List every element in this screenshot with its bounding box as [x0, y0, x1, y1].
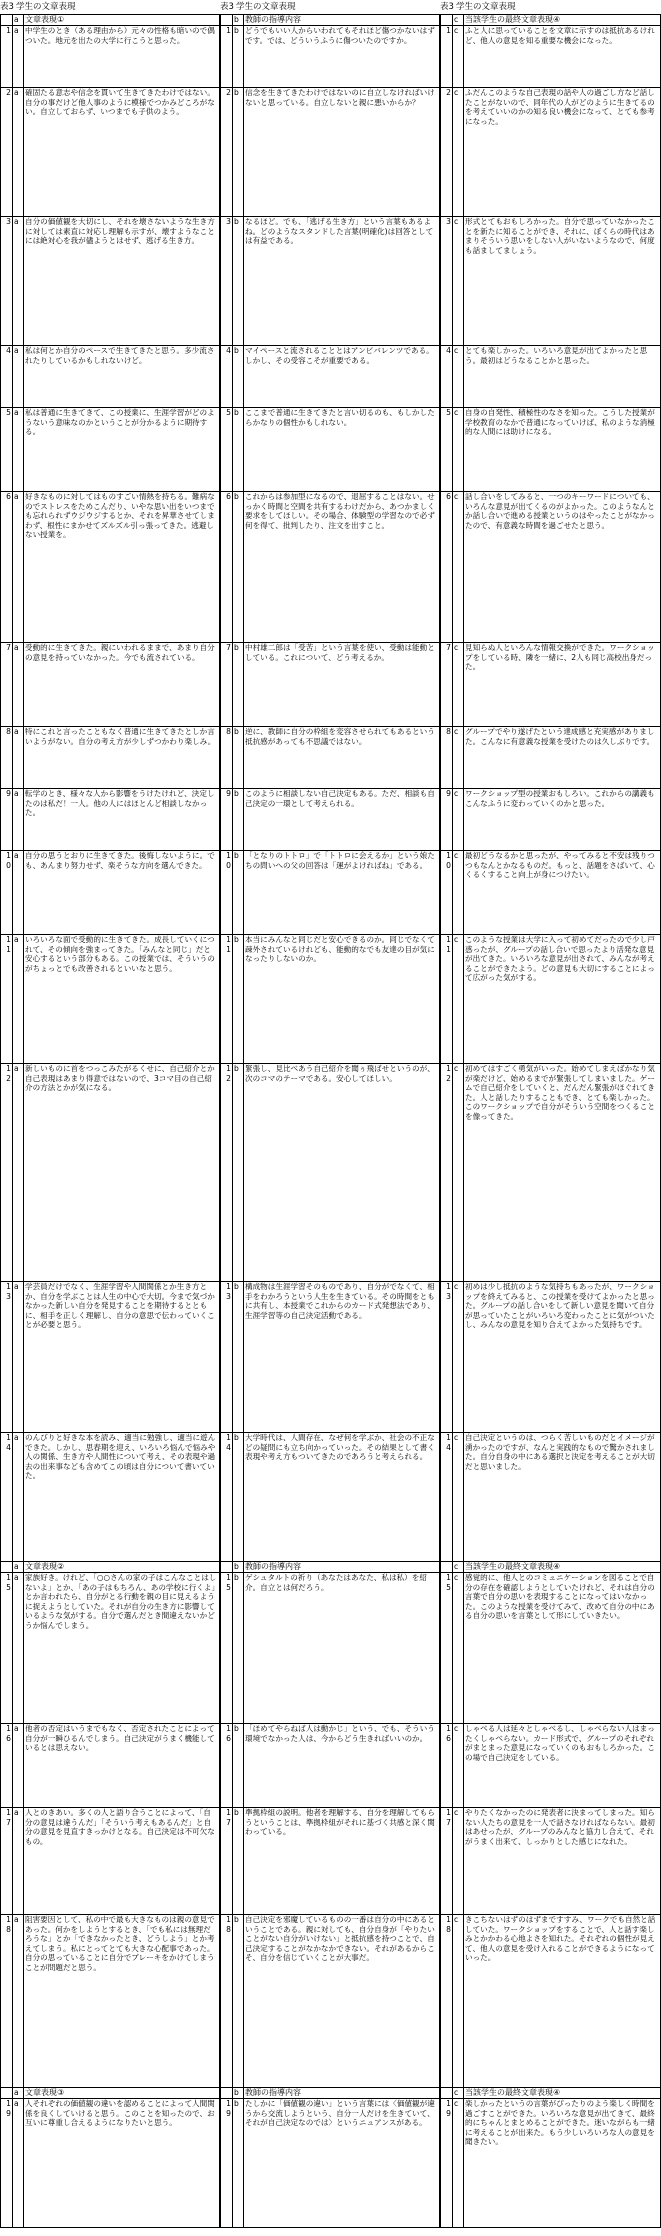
row-letter: b [233, 2099, 244, 2228]
text-cell: 阻害要因として、私の中で最も大きなものは親の意見であった。何かをしようとするとき、「でも私には無理だろうな」とか「できなかったとき、どうしよう」とか考えてしまう。私にとってとても大きな心配事であった。自分の思っていることに自分でブレーキをかけてしまうことが問題だと思う。 [24, 1915, 220, 2088]
header-num-cell [441, 2088, 453, 2099]
row-letter: b [233, 1282, 244, 1433]
table-row [441, 935, 661, 1064]
text-cell: 他者の否定はいうまでもなく、否定されたことによって自分が一瞬ひるんでしまう。自己決定がうまく機能しているとは思えない。 [24, 1724, 220, 1808]
row-letter: c [453, 1573, 464, 1724]
table-row [1, 1724, 220, 1808]
text-cell: 話し合いをしてみると、一つのキーワードについても、いろんな意見が出てくるのがよかった。このようなんとか話し合いで進める授業というのはやったことがなかったので、有意義な時間を過ごせたと思う。 [464, 492, 661, 643]
text-table [0, 14, 220, 2228]
text-cell: 特にこれと言ったこともなく普通に生きてきたとしか言いようがない。自分の考え方が少しずつかわり楽しみ。 [24, 727, 220, 789]
table-row [221, 727, 440, 789]
table-row [221, 408, 440, 492]
table-row [221, 1808, 440, 1915]
table-panel-a [0, 0, 220, 2228]
row-number: 5 [221, 408, 233, 492]
section-header-row [1, 2088, 220, 2099]
row-number: 18 [1, 1915, 13, 2088]
row-letter: a [13, 1064, 24, 1282]
row-number: 15 [1, 1573, 13, 1724]
section-header: 当該学生の最終文章表現④ [464, 2088, 661, 2099]
table-number: 表3 [440, 2, 454, 12]
text-cell: 逆に、教師に自分の枠組を変容させられてもあるという抵抗感があっても不思議ではない。 [244, 727, 440, 789]
table-row [441, 217, 661, 346]
row-letter: a [13, 2099, 24, 2228]
header-num-cell [221, 1562, 233, 1573]
table-row [221, 1064, 440, 1282]
row-letter: b [233, 408, 244, 492]
section-header-row [441, 2088, 661, 2099]
text-table [220, 14, 440, 2228]
text-cell: 初めてはすごく勇気がいった。始めてしまえばかなり気が楽だけど、始めるまでが緊張してしまいました。ゲームで自己紹介をしていくと、だんだん緊張がほぐれてきた。人と話したりすることもでき、とても楽しかった。このワークショップで自分がそういう空間をつくることを像ってきた。 [464, 1064, 661, 1282]
header-num-cell [1, 2088, 13, 2099]
row-letter: c [453, 346, 464, 408]
table-caption: 学生の文章表現 [456, 2, 516, 12]
row-number: 2 [221, 88, 233, 217]
table-row [221, 26, 440, 88]
row-letter: a [13, 1915, 24, 2088]
table-row [441, 88, 661, 217]
table-row [1, 88, 220, 217]
header-letter-cell: b [233, 2088, 244, 2099]
table-row [221, 1573, 440, 1724]
table-caption: 学生の文章表現 [16, 2, 76, 12]
row-number: 4 [1, 346, 13, 408]
row-number: 16 [221, 1724, 233, 1808]
section-header-row [441, 1562, 661, 1573]
row-number: 6 [441, 492, 453, 643]
header-letter-cell: b [233, 1562, 244, 1573]
table-row [221, 851, 440, 935]
row-number: 8 [221, 727, 233, 789]
row-letter: b [233, 1915, 244, 2088]
table-row [1, 727, 220, 789]
row-number: 2 [441, 88, 453, 217]
table-row [1, 1433, 220, 1562]
row-letter: a [13, 217, 24, 346]
table-row [1, 1808, 220, 1915]
text-cell: 「となりのトトロ」で「トトロに会えるか」という娘たちの問いへの父の回答は「運がよければね」である。 [244, 851, 440, 935]
header-letter-cell: c [453, 15, 464, 26]
row-letter: b [233, 88, 244, 217]
row-number: 3 [1, 217, 13, 346]
row-letter: c [453, 88, 464, 217]
row-letter: b [233, 727, 244, 789]
header-num-cell [221, 15, 233, 26]
table-row [441, 346, 661, 408]
row-letter: c [453, 935, 464, 1064]
row-letter: b [233, 1808, 244, 1915]
section-header-row [441, 15, 661, 26]
header-letter-cell: a [13, 15, 24, 26]
row-number: 16 [1, 1724, 13, 1808]
row-letter: c [453, 217, 464, 346]
text-cell: ゲシュタルトの祈り（あなたはあなた、私は私）を紹介。自立とは何だろう。 [244, 1573, 440, 1724]
table-row [221, 217, 440, 346]
table-row [221, 1433, 440, 1562]
section-header: 文章表現① [24, 15, 220, 26]
row-letter: c [453, 2099, 464, 2228]
row-number: 7 [221, 643, 233, 727]
text-cell: 新しいものに首をつっこみたがるくせに、自己紹介とか自己表現はあまり得意ではないので、3コマ目の自己紹介の方法とかが気になる。 [24, 1064, 220, 1282]
text-table [440, 14, 661, 2228]
row-letter: b [233, 1724, 244, 1808]
text-cell: 自身の自発性、積極性のなさを知った。こうした授業が学校教育のなかで普通になっていけば、私のような消極的な人間には助けになる。 [464, 408, 661, 492]
section-header: 教師の指導内容 [244, 2088, 440, 2099]
table-panel-b [220, 0, 440, 2228]
table-row [1, 789, 220, 851]
table-title [0, 0, 220, 14]
row-letter: a [13, 1573, 24, 1724]
row-number: 12 [441, 1064, 453, 1282]
row-letter: b [233, 851, 244, 935]
row-letter: b [233, 1573, 244, 1724]
text-cell: 確固たる意志や信念を貫いて生きてきたわけではない。自分の事だけど他人事のように模様でつかみどころがない。自立しておらず、いつまでも子供のよう。 [24, 88, 220, 217]
table-row [1, 1573, 220, 1724]
table-row [221, 789, 440, 851]
header-num-cell [1, 1562, 13, 1573]
row-letter: a [13, 851, 24, 935]
section-header: 教師の指導内容 [244, 15, 440, 26]
row-number: 10 [221, 851, 233, 935]
row-letter: c [453, 1915, 464, 2088]
row-number: 13 [1, 1282, 13, 1433]
row-number: 11 [221, 935, 233, 1064]
row-letter: c [453, 851, 464, 935]
text-cell: このように相談しない自己決定もある。ただ、相談も自己決定の一環として考えられる。 [244, 789, 440, 851]
text-cell: 中学生のとき（ある理由から）元々の性格も暗いので偶ついた。地元を出たの大学に行こうと思った。 [24, 26, 220, 88]
table-row [441, 492, 661, 643]
text-cell: どうでもいい人からいわれてもそれほど傷つかないはずです。では、どういうふうに傷ついたのですか。 [244, 26, 440, 88]
row-number: 3 [441, 217, 453, 346]
row-letter: b [233, 217, 244, 346]
table-row [441, 1064, 661, 1282]
row-letter: c [453, 789, 464, 851]
row-number: 1 [441, 26, 453, 88]
text-cell: 学芸員だけでなく、生涯学習や人間関係とか生き方とか、自分を学ぶことは人生の中心で大切。今まで気づかなかった新しい自分を発見することを期待するとともに、相手を正しく理解し、自分の意思で伝わっていくことが必要と思う。 [24, 1282, 220, 1433]
row-number: 17 [221, 1808, 233, 1915]
table-row [1, 492, 220, 643]
row-letter: b [233, 789, 244, 851]
text-cell: 大学時代は、人間存在、なぜ何を学ぶか、社会の不正などの疑問にも立ち向かっていった。その結果として書く表現や考え方もついてきたのであろうと考えられる。 [244, 1433, 440, 1562]
row-number: 16 [441, 1724, 453, 1808]
row-letter: a [13, 935, 24, 1064]
row-letter: a [13, 1433, 24, 1562]
header-letter-cell: c [453, 2088, 464, 2099]
row-number: 11 [441, 935, 453, 1064]
row-letter: b [233, 935, 244, 1064]
table-row [1, 851, 220, 935]
text-cell: 私は何とか自分のペースで生きてきたと思う。多少流されたりしているかもしれないけど。 [24, 346, 220, 408]
text-cell: 緊張し、見比べあう自己紹介を聞ぅ飛ばせというのが、次のコマのテーマである。安心してほしい。 [244, 1064, 440, 1282]
row-number: 3 [221, 217, 233, 346]
text-cell: 準拠枠組の説明。他者を理解する、自分を理解してもらうということは、準拠枠組がそれに基づく共感と深く関わっている。 [244, 1808, 440, 1915]
row-letter: b [233, 346, 244, 408]
row-letter: a [13, 26, 24, 88]
row-number: 14 [1, 1433, 13, 1562]
table-row [1, 26, 220, 88]
table-row [221, 2099, 440, 2228]
text-cell: きこちないはずのはずまですすみ、ワークでも自然と話していた。ワークショップをすることで、人と話す楽しみとかかわる心地よさを知れた。それぞれの個性が見えて、他人の意見を受け入れることができるようになっていった。 [464, 1915, 661, 2088]
header-letter-cell: a [13, 2088, 24, 2099]
text-cell: とても楽しかった。いろいろ意見が出てよかったと思う。最初はどうなることかと思った。 [464, 346, 661, 408]
header-letter-cell: a [13, 1562, 24, 1573]
row-letter: a [13, 643, 24, 727]
table-row [221, 88, 440, 217]
table-row [441, 789, 661, 851]
row-letter: c [453, 492, 464, 643]
text-cell: 形式とてもおもしろかった。自分で思っていなかったことを新たに知ることができ、それに、ぼくらの時代はあまりそういう思いをしない人がいないようなので、何度も話ましてましょう。 [464, 217, 661, 346]
table-row [221, 1724, 440, 1808]
row-letter: c [453, 643, 464, 727]
text-cell: 家族好き。けれど、「○○さんの家の子はこんなことはしないよ」とか、「あの子はもちろん、あの学校に行くよ」とか言われたら、自分がとる行動を親の目に見えるように捉えようとしていた。それが自分の生き方に影響しているような気がする。自分で選んだとき間違えないかどうか悩んでしまう。 [24, 1573, 220, 1724]
row-number: 5 [441, 408, 453, 492]
table-row [1, 935, 220, 1064]
row-number: 15 [441, 1573, 453, 1724]
row-number: 9 [1, 789, 13, 851]
row-number: 10 [1, 851, 13, 935]
text-cell: 私は普通に生きてきて、この授業に、生涯学習がどのようないう意味なのかということが分かるように期待する。 [24, 408, 220, 492]
text-cell: 好きなものに対してはものすごい情熱を持ちる。難病なのでストレスをためこんだり、いやな思い出をいつまでも忘れられずウジウジするとか、それを昇華させてしまわず、根性にまかせてズルズル引っ張ってきた。逃避しない授業を。 [24, 492, 220, 643]
table-row [221, 492, 440, 643]
text-cell: 「ほめてやらねば人は動かじ」という、でも、そういう環境でなかった人は、今からどう生きればいいのか。 [244, 1724, 440, 1808]
text-cell: 自己決定というのは、つらく苦しいものだとイメージが湧かったのですが、なんと実践的なもので驚かされました。自分自身の中にある選択と決定を考えることが大切だと思いました。 [464, 1433, 661, 1562]
section-header: 文章表現② [24, 1562, 220, 1573]
table-row [1, 1282, 220, 1433]
text-cell: なるほど。でも、「逃げる生き方」という言葉もあるよね。どのようなスタンドした言葉(明確化)は回答としては有益である。 [244, 217, 440, 346]
table-row [1, 1064, 220, 1282]
table-row [1, 2099, 220, 2228]
header-num-cell [441, 15, 453, 26]
table-number: 表3 [220, 2, 234, 12]
row-letter: b [233, 643, 244, 727]
row-letter: c [453, 1064, 464, 1282]
row-letter: c [453, 1282, 464, 1433]
text-cell: 信念を生きてきたわけではないのに自立しなければいけないと思っている。自立しないと親に悪いからか？ [244, 88, 440, 217]
table-row [441, 1433, 661, 1562]
text-cell: これからは参加型になるので、退屈することはない。せっかく時間と空間を共有するわけだから、あつかましく要求をしてほしい。その場合、体験型の学習なので必ず何を得て、批判したり、注文を出すこと。 [244, 492, 440, 643]
row-number: 13 [221, 1282, 233, 1433]
row-number: 17 [1, 1808, 13, 1915]
row-letter: a [13, 1282, 24, 1433]
table-row [221, 1282, 440, 1433]
row-number: 14 [441, 1433, 453, 1562]
row-number: 4 [441, 346, 453, 408]
row-letter: c [453, 408, 464, 492]
text-cell: 自己決定を邪魔しているものの一番は自分の中にあるということである。親に対しても、自分自身が「やりたいことがない自分がいけない」と抵抗感を持つことで、自己決定することがなかなかできない。それがあるからこそ、自分を信じていくことが大事だ。 [244, 1915, 440, 2088]
row-number: 7 [441, 643, 453, 727]
text-cell: 自分の思うとおりに生きてきた。後悔しないように。でも、あんまり努力せず、楽そうな方向を選んできた。 [24, 851, 220, 935]
section-header: 文章表現③ [24, 2088, 220, 2099]
row-number: 19 [441, 2099, 453, 2228]
row-letter: b [233, 492, 244, 643]
row-letter: a [13, 1808, 24, 1915]
header-letter-cell: b [233, 15, 244, 26]
text-cell: しゃべる人は延々としゃべるし、しゃべらない人はまったくしゃべらない。カード形式で、グループのそれぞれがまとまった意見になっていくのもおもしろかった。この場で自己決定をしている。 [464, 1724, 661, 1808]
text-cell: グループでやり遂げたという達成感と充実感がありました。こんなに有意義な授業を受けたのは久しぶりです。 [464, 727, 661, 789]
row-number: 18 [221, 1915, 233, 2088]
table-panel-c [440, 0, 661, 2228]
row-number: 12 [1, 1064, 13, 1282]
row-letter: a [13, 727, 24, 789]
text-cell: このような授業は大学に入って初めてだったので少し戸惑ったが、グループの話し合いで思ったより活発な意見が出てきた。いろいろな意見が出されて、みんなが考えることができたよう。どの意見も大切にすることによって広がった気がする。 [464, 935, 661, 1064]
row-number: 10 [441, 851, 453, 935]
table-row [1, 408, 220, 492]
row-letter: c [453, 1433, 464, 1562]
row-number: 4 [221, 346, 233, 408]
row-letter: b [233, 26, 244, 88]
table-row [441, 851, 661, 935]
text-cell: 本当にみんなと同じだと安心できるのか。同じでなくて疎外されているけれども、能動的なでも友達の目が気になったりしないのか。 [244, 935, 440, 1064]
text-cell: 見知らぬ人といろんな情報交換ができた。ワークショップをしている時、隣を一緒に、2人も同じ高校出身だった。 [464, 643, 661, 727]
text-cell: 転学のとき、様々な人から影響をうけたけれど、決定したのは私だ！一人。他の人にはほとんど相談しなかった。 [24, 789, 220, 851]
table-row [441, 643, 661, 727]
text-cell: 自分の価値観を大切にし、それを壊さないような生き方に対しては素直に対応し理解も示すが、壊すようなことには絶対心を我が儘ようとはせず、逃げる生き方。 [24, 217, 220, 346]
text-cell: いろいろな面で受動的に生きてきた。成長していくにつれて、その傾向を強まってきた。「みんなと同じ」だと安心するという部分もある。この授業では、そういうのがちょっとでも改善されるといいなと思う。 [24, 935, 220, 1064]
row-number: 6 [1, 492, 13, 643]
row-letter: c [453, 1724, 464, 1808]
text-cell: 構成物は生涯学習そのものであり、自分がでなくて、相手をわかろうという人生を生きている。その時間をともに共有し、本授業でこれからのカード式発想法であり、生涯学習等の自己決定活動である。 [244, 1282, 440, 1433]
section-header-row [221, 2088, 440, 2099]
table-row [1, 217, 220, 346]
row-letter: a [13, 789, 24, 851]
table-row [441, 727, 661, 789]
text-cell: 楽しかったというの言葉がぴったりのよう楽しく時間を過ごすことができた。いろいろな意見が出てきて、最終的にちゃんとまとめることができた。迷いながらも一緒に考えることが出来た。もう少しいろいろな人の意見を聞きたい。 [464, 2099, 661, 2228]
row-letter: a [13, 1724, 24, 1808]
row-number: 14 [221, 1433, 233, 1562]
section-header-row [1, 1562, 220, 1573]
text-cell: 中村雄二郎は「受苦」という言葉を使い、受動は能動としている。これについて、どう考えるか。 [244, 643, 440, 727]
text-cell: ふと人に思っていることを文章に示すのは抵抗あるけれど、他人の意見を知る重要な機会になった。 [464, 26, 661, 88]
text-cell: 人それぞれの価値観の違いを認めることによって人間関係を良くしていけると思う。このことを知ったので、お互いに尊重し合えるようになりたいと思う。 [24, 2099, 220, 2228]
text-cell: 初めは少し抵抗のような気持ちもあったが、ワークショップを終えてみると、この授業を受けてよかったと思った。グループの話し合いをして新しい意見を聞いて自分が思っていたことがいろいろ変わったことに気がついたし、みんなの意見を知り合えてよかった気持ちです。 [464, 1282, 661, 1433]
row-number: 2 [1, 88, 13, 217]
section-header: 教師の指導内容 [244, 1562, 440, 1573]
row-number: 19 [1, 2099, 13, 2228]
row-number: 5 [1, 408, 13, 492]
text-cell: やりたくなかったのに発表者に決まってしまった。知らない人たちの意見を一人で話さなければならない。最初はあせったが、グループのみんなと協力し合えて、それがうまく出来て、しっかりとした感じになれた。 [464, 1808, 661, 1915]
table-row [1, 643, 220, 727]
table-title [440, 0, 661, 14]
section-header-row [221, 1562, 440, 1573]
table-row [441, 1724, 661, 1808]
section-header: 当該学生の最終文章表現④ [464, 15, 661, 26]
text-cell: ふだんこのような自己表現の話や人の過ごし方など話したことがないので、同年代の人がどのように生きてるのを考えていいのかの知る良い機会になって、とても参考になった。 [464, 88, 661, 217]
text-cell: 最初どうなるかと思ったが、やってみると不安は残りつつもなんとかなるものだ。もっと、話題をさばいて、心くるくすること向上が身につけたい。 [464, 851, 661, 935]
row-letter: c [453, 26, 464, 88]
row-letter: a [13, 408, 24, 492]
row-letter: b [233, 1433, 244, 1562]
row-number: 8 [1, 727, 13, 789]
table-row [441, 1573, 661, 1724]
row-number: 13 [441, 1282, 453, 1433]
section-header-row [221, 15, 440, 26]
text-cell: マイペースと流されることとはアンビバレンツである。しかし、その受容こそが重要である。 [244, 346, 440, 408]
row-number: 15 [221, 1573, 233, 1724]
text-cell: ワークショップ型の授業おもしろい。これからの講義もこんなふうに変わっていくのかと思った。 [464, 789, 661, 851]
table-caption: 学生の文章表現 [236, 2, 296, 12]
table-row [221, 346, 440, 408]
row-letter: b [233, 1064, 244, 1282]
row-number: 6 [221, 492, 233, 643]
row-number: 11 [1, 935, 13, 1064]
table-row [441, 1808, 661, 1915]
header-num-cell [441, 1562, 453, 1573]
row-number: 1 [221, 26, 233, 88]
row-letter: a [13, 88, 24, 217]
table-row [221, 1915, 440, 2088]
table-row [441, 408, 661, 492]
table-row [1, 346, 220, 408]
row-letter: c [453, 727, 464, 789]
section-header: 当該学生の最終文章表現④ [464, 1562, 661, 1573]
section-header-row [1, 15, 220, 26]
table-row [441, 2099, 661, 2228]
text-cell: 人とのきあい。多くの人と語り合うことによって、「自分の意見は違うんだ」「そういう考えもあるんだ」と自分の意見を見直すきっかけとなる。自己決定は不可欠なもの。 [24, 1808, 220, 1915]
table-row [441, 1915, 661, 2088]
text-cell: ここまで普通に生きてきたと言い切るのも、もしかしたらかなりの個性かもしれない。 [244, 408, 440, 492]
table-row [221, 935, 440, 1064]
header-letter-cell: c [453, 1562, 464, 1573]
row-number: 8 [441, 727, 453, 789]
row-number: 19 [221, 2099, 233, 2228]
table-row [1, 1915, 220, 2088]
table-number: 表3 [0, 2, 14, 12]
table-row [221, 643, 440, 727]
text-cell: 感覚的に、他人とのコミュニケーションを図ることで自分の存在を確認しようとしていたけれど、それは自分の言葉で自分の思いを表現することになってはいなかった。このような授業を受けてみて、改めて自分の中にある自分の思いを言葉として形にしていきたい。 [464, 1573, 661, 1724]
table-row [441, 1282, 661, 1433]
header-num-cell [221, 2088, 233, 2099]
row-number: 1 [1, 26, 13, 88]
text-cell: 受動的に生きてきた。親にいわれるままで、あまり自分の意見を持っていなかった。今でも流されている。 [24, 643, 220, 727]
row-number: 9 [221, 789, 233, 851]
header-num-cell [1, 15, 13, 26]
row-number: 12 [221, 1064, 233, 1282]
table-title [220, 0, 440, 14]
row-letter: a [13, 492, 24, 643]
row-letter: c [453, 1808, 464, 1915]
row-number: 7 [1, 643, 13, 727]
text-cell: たしかに「価値観の違い」という言葉には〈価値観が違うから交流しようという、自分一人だけを生きていて、それが自己決定なのでは〉というニュアンスがある。 [244, 2099, 440, 2228]
text-cell: のんびりと好きな本を読み、適当に勉強し、適当に遊んできた。しかし、思春期を迎え、いろいろ悩んで悩みや人の関係、生き方や人間性について考え、その表現や過去の出来事なども含めてこの頃は自分について書いていた。 [24, 1433, 220, 1562]
row-number: 9 [441, 789, 453, 851]
row-number: 18 [441, 1915, 453, 2088]
table-row [441, 26, 661, 88]
row-letter: a [13, 346, 24, 408]
row-number: 17 [441, 1808, 453, 1915]
